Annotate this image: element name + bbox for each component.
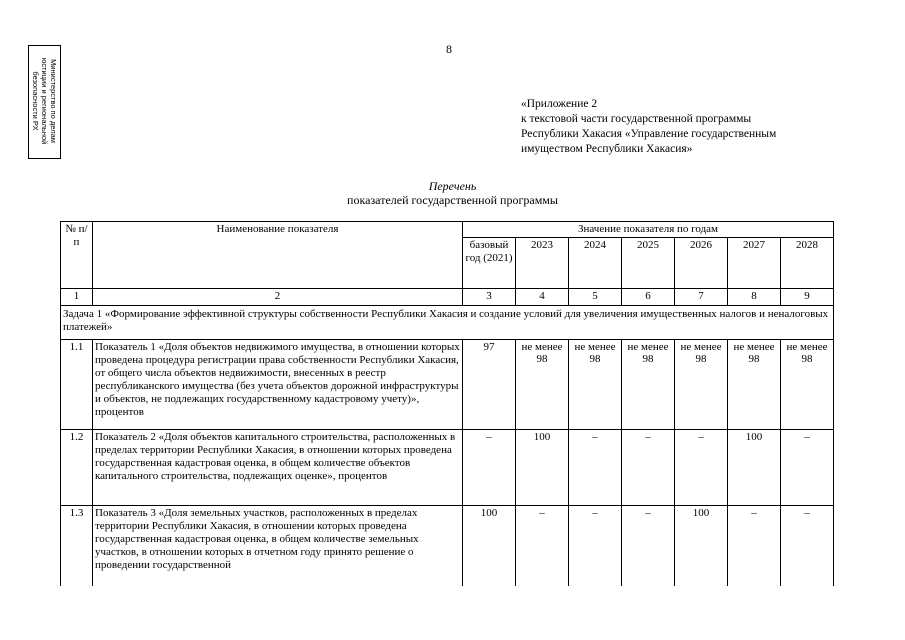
row-num: 1.1 — [61, 340, 93, 430]
row-value: – — [622, 430, 675, 506]
stamp-text: Министерство по делам юстиции и региональной безопасности РХ — [31, 57, 58, 145]
col-number: 4 — [516, 289, 569, 306]
col-number: 7 — [675, 289, 728, 306]
table-row — [61, 340, 834, 430]
row-value: – — [675, 430, 728, 506]
row-value: не менее 98 — [622, 340, 675, 430]
col-number: 8 — [728, 289, 781, 306]
header-name: Наименование показателя — [93, 222, 463, 289]
col-number: 9 — [781, 289, 834, 306]
table-row — [61, 430, 834, 506]
row-value: – — [569, 430, 622, 506]
row-value: не менее 98 — [781, 340, 834, 430]
page-number: 8 — [446, 42, 452, 56]
row-value: не менее 98 — [516, 340, 569, 430]
row-value: 100 — [675, 506, 728, 586]
column-numbers-row — [61, 289, 834, 306]
row-num: 1.2 — [61, 430, 93, 506]
row-value: – — [781, 430, 834, 506]
task-row — [61, 306, 834, 340]
row-value: – — [728, 506, 781, 586]
header-year: 2023 — [516, 238, 569, 289]
header-base-year: базовый год (2021) — [463, 238, 516, 289]
appendix-heading — [521, 97, 776, 157]
row-name: Показатель 3 «Доля земельных участков, расположенных в пределах территории Республики Хакасия, в отношении которых проведена государственная кадастровая оценка, в общем количестве земельных участков, в отношении которых в отчетном году принято решение о проведении государственной — [93, 506, 463, 586]
table-row — [61, 506, 834, 586]
col-number: 6 — [622, 289, 675, 306]
row-value: – — [781, 506, 834, 586]
col-number: 2 — [93, 289, 463, 306]
row-num: 1.3 — [61, 506, 93, 586]
row-value: 100 — [728, 430, 781, 506]
header-values-group: Значение показателя по годам — [463, 222, 834, 238]
row-value: не менее 98 — [675, 340, 728, 430]
header-num: № п/п — [61, 222, 93, 289]
indicators-table — [60, 221, 834, 586]
row-value: не менее 98 — [569, 340, 622, 430]
col-number: 1 — [61, 289, 93, 306]
row-value: – — [463, 430, 516, 506]
appendix-line: имуществом Республики Хакасия» — [521, 143, 693, 155]
appendix-line: к текстовой части государственной программы — [521, 113, 752, 125]
row-value: 97 — [463, 340, 516, 430]
row-value: – — [516, 506, 569, 586]
row-value: – — [569, 506, 622, 586]
registration-stamp — [28, 45, 61, 159]
header-year: 2028 — [781, 238, 834, 289]
header-year: 2026 — [675, 238, 728, 289]
task-title: Задача 1 «Формирование эффективной структуры собственности Республики Хакасия и создание условий для увеличения имущественных налогов и неналоговых платежей» — [61, 306, 834, 340]
row-value: 100 — [463, 506, 516, 586]
col-number: 3 — [463, 289, 516, 306]
header-year: 2025 — [622, 238, 675, 289]
row-value: 100 — [516, 430, 569, 506]
title-line-2: показателей государственной программы — [347, 193, 558, 207]
appendix-line: «Приложение 2 — [521, 98, 598, 110]
appendix-line: Республики Хакасия «Управление государственным — [521, 128, 777, 140]
document-title — [0, 179, 905, 207]
row-name: Показатель 1 «Доля объектов недвижимого имущества, в отношении которых проведена процедура регистрации права собственности Республики Хакасия, от общего числа объектов недвижимости, внесенных в реестр республиканского имущества (без учета объектов дорожной инфраструктуры и объектов, не подлежащих государственному кадастровому учету)», процентов — [93, 340, 463, 430]
row-value: не менее 98 — [728, 340, 781, 430]
row-value: – — [622, 506, 675, 586]
header-row — [61, 222, 834, 238]
title-line-1: Перечень — [428, 179, 477, 193]
header-year: 2024 — [569, 238, 622, 289]
row-name: Показатель 2 «Доля объектов капитального строительства, расположенных в пределах территории Республики Хакасия, в отношении которых проведена государственная кадастровая оценка, в общем количестве объектов капитального строительства, подлежащих оценке», процентов — [93, 430, 463, 506]
header-year: 2027 — [728, 238, 781, 289]
col-number: 5 — [569, 289, 622, 306]
